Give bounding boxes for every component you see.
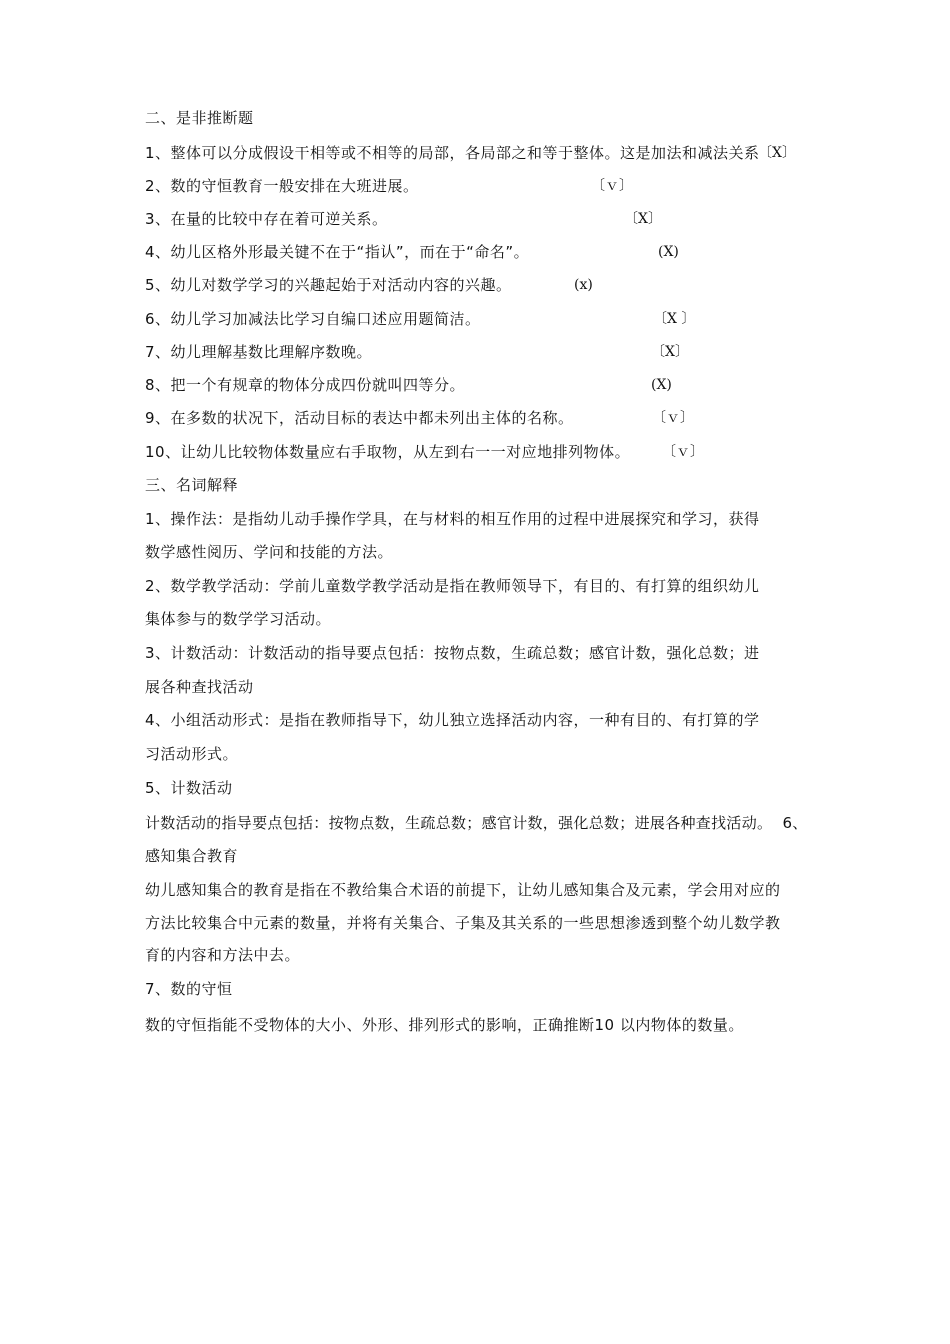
answer-4: (X) [658,244,679,260]
answer-6: 〔X 〕 [653,311,696,327]
definition-line: 方法比较集合中元素的数量，并将有关集合、子集及其关系的一些思想渗透到整个幼儿数学教 [145,914,781,932]
question-7: 7、幼儿理解基数比理解序数晚。 [145,343,373,361]
definition-line: 7、数的守恒 [145,980,233,998]
definition-line: 数学感性阅历、学问和技能的方法。 [145,543,394,561]
answer-3: 〔X〕 [624,211,662,227]
definition-line: 1、操作法：是指幼儿动手操作学具，在与材料的相互作用的过程中进展探究和学习，获得 [145,510,760,528]
question-9: 9、在多数的状况下，活动目标的表达中都未列出主体的名称。 [145,409,574,427]
section-heading-true-false: 二、是非推断题 [145,109,254,127]
definition-line: 2、数学教学活动：学前儿童数学教学活动是指在教师领导下，有目的、有打算的组织幼儿 [145,577,760,595]
definition-line: 幼儿感知集合的教育是指在不教给集合术语的前提下，让幼儿感知集合及元素，学会用对应的 [145,881,781,899]
definition-line: 4、小组活动形式：是指在教师指导下，幼儿独立选择活动内容，一种有目的、有打算的学 [145,711,760,729]
section-heading-definitions: 三、名词解释 [145,476,239,494]
question-10: 10、让幼儿比较物体数量应右手取物，从左到右一一对应地排列物体。 [145,443,631,461]
definition-line: 育的内容和方法中去。 [145,946,301,964]
definition-line: 展各种查找活动 [145,678,254,696]
definition-line: 5、计数活动 [145,779,233,797]
answer-10: 〔ｖ〕 [662,444,704,460]
answer-8: (X) [651,377,672,393]
definition-line: 数的守恒指能不受物体的大小、外形、排列形式的影响，正确推断10 以内物体的数量。 [145,1016,744,1034]
answer-2: 〔ｖ〕 [591,178,633,194]
answer-1: 〔X〕 [758,145,796,161]
definition-line: 集体参与的数学学习活动。 [145,610,332,628]
question-1: 1、整体可以分成假设干相等或不相等的局部，各局部之和等于整体。这是加法和减法关系 [145,144,760,162]
answer-5: (x) [574,277,593,293]
definition-line: 习活动形式。 [145,745,239,763]
definition-line: 计数活动的指导要点包括：按物点数，生疏总数；感官计数，强化总数；进展各种查找活动。 6、 [145,814,808,832]
question-8: 8、把一个有规章的物体分成四份就叫四等分。 [145,376,466,394]
question-2: 2、数的守恒教育一般安排在大班进展。 [145,177,419,195]
question-6: 6、幼儿学习加减法比学习自编口述应用题简洁。 [145,310,481,328]
definition-line: 感知集合教育 [145,847,239,865]
question-4: 4、幼儿区格外形最关键不在于“指认”，而在于“命名”。 [145,243,530,261]
answer-9: 〔ｖ〕 [652,410,694,426]
question-5: 5、幼儿对数学学习的兴趣起始于对活动内容的兴趣。 [145,276,512,294]
question-3: 3、在量的比较中存在着可逆关系。 [145,210,388,228]
definition-line: 3、计数活动：计数活动的指导要点包括：按物点数，生疏总数；感官计数，强化总数；进 [145,644,760,662]
answer-7: 〔X〕 [651,344,689,360]
